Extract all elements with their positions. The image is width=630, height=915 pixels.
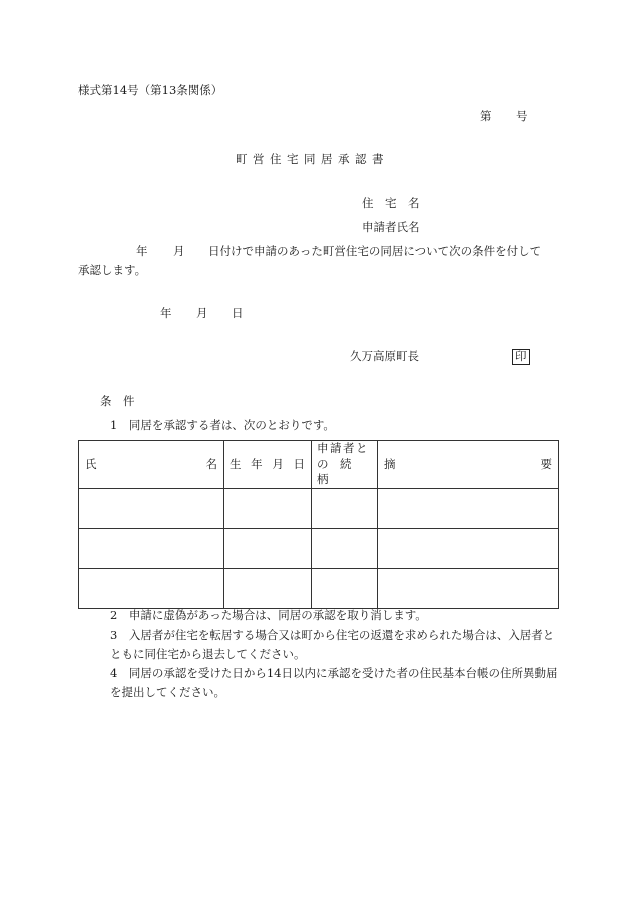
seal-mark [512,349,530,365]
header-birth-char: 月 [272,457,284,472]
header-remarks-part1: 摘 [384,457,396,472]
header-name [79,441,224,489]
header-name-part2: 名 [205,457,217,472]
header-remarks [378,441,559,489]
table-cell[interactable] [79,528,224,568]
body-year: 年 [136,244,148,258]
condition-item-1: 1 同居を承認する者は、次のとおりです。 [110,418,335,432]
body-text-line2: 承認します。 [78,263,147,277]
date-year: 年 [160,306,172,320]
document-title: 町営住宅同居承認書 [236,152,389,166]
table-cell[interactable] [312,488,378,528]
table-cell[interactable] [79,488,224,528]
table-cell[interactable] [224,528,312,568]
table-row [79,488,559,528]
table-cell[interactable] [79,568,224,608]
issuer-name: 久万高原町長 [350,349,419,363]
header-remarks-part2: 要 [540,457,552,472]
document-number-suffix: 号 [516,109,528,123]
body-month: 月 [173,244,185,258]
seal-text: 印 [512,349,530,365]
header-name-part1: 氏 [85,457,97,472]
header-birthdate [224,441,312,489]
table-cell[interactable] [378,568,559,608]
form-number-label: 様式第14号（第13条関係） [78,83,223,97]
table-cell[interactable] [378,528,559,568]
table-cell[interactable] [224,568,312,608]
body-text-line1: 日付けで申請のあった町営住宅の同居について次の条件を付して [208,244,542,258]
applicant-name-label: 申請者氏名 [362,220,420,234]
header-relationship-line1: 申請者と [317,441,369,455]
table-cell[interactable] [378,488,559,528]
header-birth-char: 日 [293,457,305,472]
table-row [79,568,559,608]
condition-item-3: 3 入居者が住宅を転居する場合又は町から住宅の返還を求められた場合は、入居者とともに同住宅から退去してください。 [110,628,555,661]
house-name-label: 住 宅 名 [362,196,420,210]
date-month: 月 [196,306,208,320]
header-birth-char: 年 [251,457,263,472]
table-header-row [79,441,559,489]
table-row [79,528,559,568]
persons-table [78,440,559,609]
condition-item-2: 2 申請に虚偽があった場合は、同居の承認を取り消します。 [110,608,427,622]
header-birth-char: 生 [230,457,242,472]
document-number-prefix: 第 [480,109,492,123]
header-relationship [312,441,378,489]
table-cell[interactable] [224,488,312,528]
table-cell[interactable] [312,568,378,608]
date-day: 日 [232,306,244,320]
conditions-heading: 条 件 [100,394,135,408]
condition-item-4: 4 同居の承認を受けた日から14日以内に承認を受けた者の住民基本台帳の住所異動届を提出してください。 [110,666,558,699]
table-cell[interactable] [312,528,378,568]
header-relationship-line2: の 続 柄 [317,456,363,487]
